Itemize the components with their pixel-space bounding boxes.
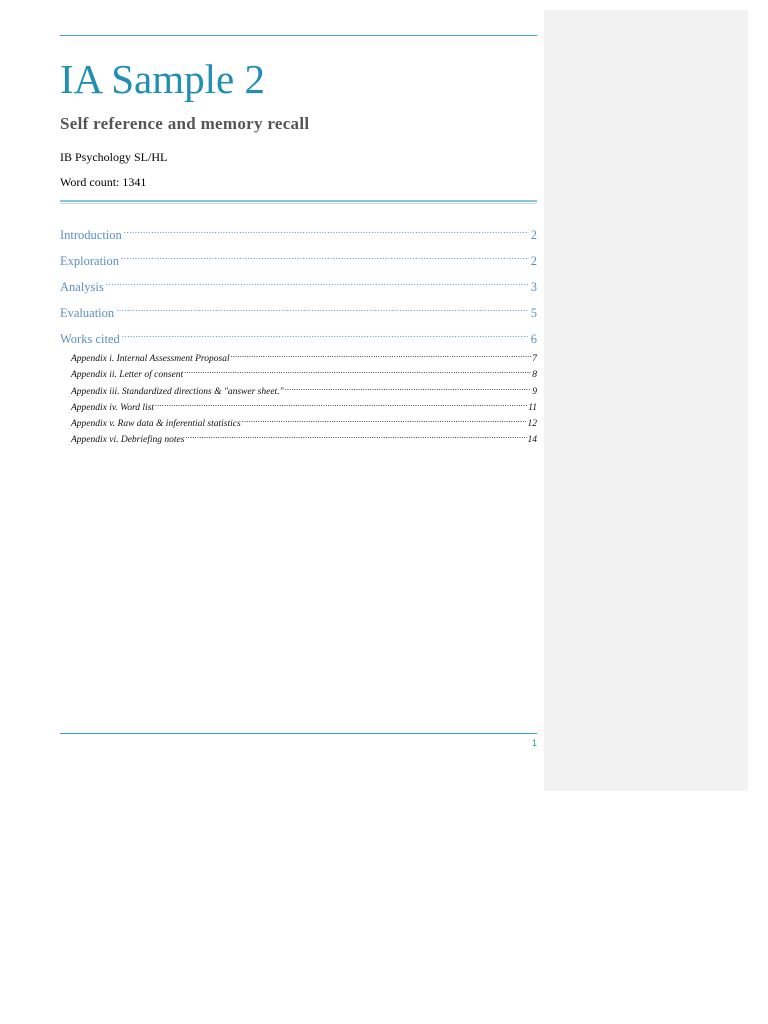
toc-appendix-raw-data[interactable]	[71, 414, 537, 430]
toc-entry-page: 2	[530, 254, 537, 268]
toc-leader	[116, 297, 529, 317]
toc-appendix-page: 7	[532, 354, 537, 364]
toc-entry-label: Evaluation	[60, 306, 115, 320]
toc-appendix-consent[interactable]	[71, 365, 537, 381]
toc-appendix-label: Appendix i. Internal Assessment Proposal	[71, 354, 230, 364]
toc-appendix-word-list[interactable]	[71, 398, 537, 414]
toc-entry-page: 3	[530, 280, 537, 294]
toc-leader	[242, 414, 527, 426]
toc-entry-page: 6	[530, 332, 537, 346]
header-rule	[60, 35, 537, 36]
toc-entry-introduction[interactable]	[60, 219, 537, 245]
toc-entry-works-cited[interactable]	[60, 323, 537, 349]
toc-appendix-debriefing[interactable]	[71, 430, 537, 446]
toc-entry-label: Introduction	[60, 228, 122, 242]
toc-appendix-proposal[interactable]	[71, 349, 537, 365]
toc-appendix-page: 11	[528, 402, 537, 413]
toc-appendix-label: Appendix iii. Standardized directions & "answer sheet."	[71, 386, 284, 397]
document-subtitle: Self reference and memory recall	[60, 114, 310, 133]
toc-leader	[124, 219, 529, 239]
toc-leader	[106, 271, 529, 291]
toc-appendix-label: Appendix ii. Letter of consent	[71, 370, 184, 381]
toc-entry-label: Exploration	[60, 254, 120, 268]
toc-entry-page: 5	[530, 306, 537, 320]
toc-entry-evaluation[interactable]	[60, 297, 537, 323]
toc-appendix-page: 9	[532, 386, 537, 397]
toc-leader	[285, 382, 532, 394]
toc-leader	[155, 398, 527, 410]
toc-entry-label: Analysis	[60, 280, 104, 294]
toc-entry-analysis[interactable]	[60, 271, 537, 297]
toc-appendix-label: Appendix vi. Debriefing notes	[71, 435, 185, 446]
toc-entry-exploration[interactable]	[60, 245, 537, 271]
toc-leader	[121, 245, 529, 265]
toc-appendix-page: 8	[532, 370, 537, 381]
toc-appendix-label: Appendix v. Raw data & inferential statistics	[71, 419, 241, 430]
course-name: IB Psychology SL/HL	[60, 150, 168, 164]
toc-leader	[231, 349, 532, 361]
footer-rule	[60, 733, 537, 734]
title-divider	[60, 200, 537, 204]
toc-leader	[122, 323, 529, 343]
toc-appendix-page: 12	[527, 419, 537, 430]
toc-appendix-directions[interactable]	[71, 382, 537, 398]
table-of-contents	[60, 219, 537, 447]
toc-entry-label: Works cited	[60, 332, 120, 346]
side-panel	[544, 10, 748, 791]
page-number: 1	[531, 738, 537, 748]
toc-leader	[185, 430, 526, 442]
toc-leader	[184, 365, 531, 377]
toc-appendix-page: 14	[527, 435, 537, 446]
toc-entry-page: 2	[530, 228, 537, 242]
document-title: IA Sample 2	[60, 56, 265, 102]
word-count: Word count: 1341	[60, 175, 147, 189]
toc-appendix-label: Appendix iv. Word list	[71, 402, 155, 413]
